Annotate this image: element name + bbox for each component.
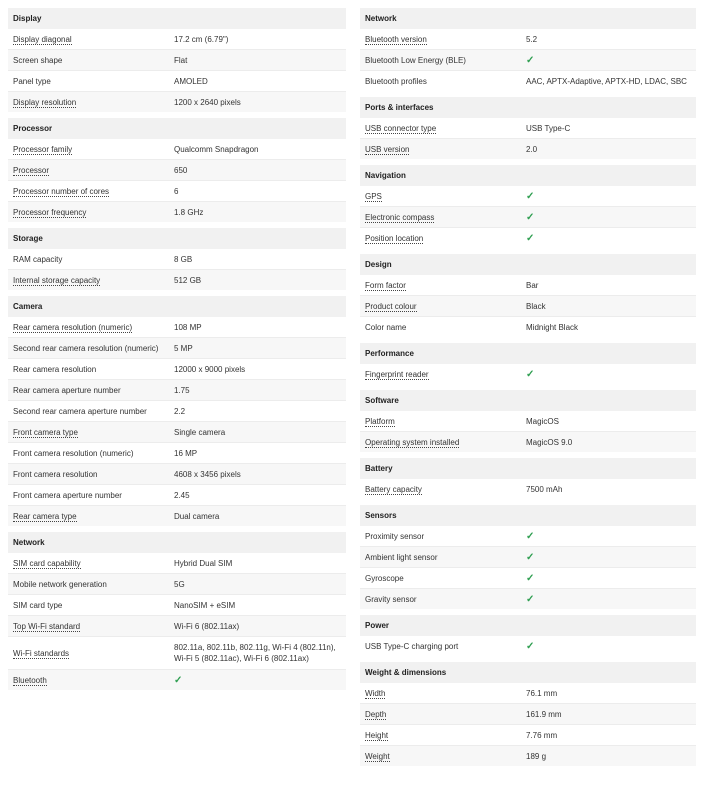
spec-label-cell xyxy=(360,213,526,222)
spec-label-link[interactable]: USB connector type xyxy=(365,123,437,133)
spec-value-cell xyxy=(174,385,346,396)
spec-label-cell xyxy=(360,553,526,562)
spec-value: 108 MP xyxy=(174,322,202,332)
spec-value: Midnight Black xyxy=(526,322,579,332)
spec-row xyxy=(8,29,346,50)
spec-label-cell xyxy=(8,449,174,458)
spec-value-cell xyxy=(174,558,346,569)
spec-value-cell xyxy=(174,621,346,632)
spec-value: NanoSIM + eSIM xyxy=(174,600,236,610)
spec-label-cell xyxy=(8,98,174,107)
spec-label-cell xyxy=(8,187,174,196)
spec-label-cell xyxy=(8,428,174,437)
spec-value: Single camera xyxy=(174,427,226,437)
spec-label: Rear camera resolution xyxy=(13,364,97,374)
checkmark-icon: ✓ xyxy=(526,640,535,652)
spec-row xyxy=(8,485,346,506)
section-title: Storage xyxy=(8,228,346,249)
spec-value-cell xyxy=(526,76,696,87)
spec-label: Second rear camera aperture number xyxy=(13,406,147,416)
spec-value: MagicOS xyxy=(526,416,559,426)
spec-label: Gravity sensor xyxy=(365,594,417,604)
spec-label-link[interactable]: Electronic compass xyxy=(365,212,435,222)
spec-row xyxy=(360,725,696,746)
spec-label-link[interactable]: Battery capacity xyxy=(365,484,422,494)
spec-label-link[interactable]: Display diagonal xyxy=(13,34,72,44)
spec-value-cell xyxy=(526,123,696,134)
spec-label-link[interactable]: Position location xyxy=(365,233,424,243)
spec-value-cell xyxy=(526,531,696,542)
spec-value-cell xyxy=(526,34,696,45)
spec-value-cell xyxy=(174,34,346,45)
spec-value: 5 MP xyxy=(174,343,193,353)
spec-label-cell xyxy=(360,485,526,494)
section-title: Power xyxy=(360,615,696,636)
spec-value-cell xyxy=(526,416,696,427)
spec-label: RAM capacity xyxy=(13,254,63,264)
spec-label-link[interactable]: Platform xyxy=(365,416,395,426)
spec-row xyxy=(8,139,346,160)
spec-value-cell xyxy=(526,688,696,699)
spec-row xyxy=(8,50,346,71)
spec-row xyxy=(360,589,696,609)
spec-value: 76.1 mm xyxy=(526,688,558,698)
spec-label-link[interactable]: Form factor xyxy=(365,280,406,290)
spec-row xyxy=(8,574,346,595)
spec-value: 802.11a, 802.11b, 802.11g, Wi-Fi 4 (802.11n), Wi-Fi 5 (802.11ac), Wi-Fi 6 (802.11ax) xyxy=(174,643,336,663)
spec-value-cell xyxy=(174,448,346,459)
spec-value: 1200 x 2640 pixels xyxy=(174,97,241,107)
spec-label-cell xyxy=(360,323,526,332)
spec-label-cell xyxy=(360,77,526,86)
spec-label: Mobile network generation xyxy=(13,579,107,589)
spec-section-network xyxy=(8,532,346,690)
spec-label-link[interactable]: Processor frequency xyxy=(13,207,87,217)
spec-value-cell xyxy=(174,76,346,87)
spec-row xyxy=(360,186,696,207)
spec-label-cell xyxy=(8,323,174,332)
spec-value-cell xyxy=(526,144,696,155)
spec-section-weight-dimensions xyxy=(360,662,696,766)
spec-value-cell xyxy=(174,579,346,590)
spec-row xyxy=(360,317,696,337)
spec-row xyxy=(8,422,346,443)
spec-label-cell xyxy=(8,559,174,568)
spec-value: 650 xyxy=(174,165,188,175)
spec-row xyxy=(360,547,696,568)
spec-label-cell xyxy=(8,601,174,610)
spec-label-cell xyxy=(360,145,526,154)
spec-section-ports-interfaces xyxy=(360,97,696,159)
spec-value-cell xyxy=(526,730,696,741)
spec-row xyxy=(360,275,696,296)
spec-label-cell xyxy=(360,370,526,379)
spec-label-link[interactable]: Height xyxy=(365,730,389,740)
spec-value-cell xyxy=(526,437,696,448)
spec-row xyxy=(8,506,346,526)
spec-value: MagicOS 9.0 xyxy=(526,437,573,447)
spec-label-link[interactable]: Display resolution xyxy=(13,97,77,107)
spec-value-cell xyxy=(174,144,346,155)
spec-value: 5G xyxy=(174,579,185,589)
spec-row xyxy=(8,181,346,202)
section-title: Sensors xyxy=(360,505,696,526)
spec-label-cell xyxy=(8,470,174,479)
spec-value: Black xyxy=(526,301,546,311)
spec-label-link[interactable]: Rear camera resolution (numeric) xyxy=(13,322,133,332)
spec-label-cell xyxy=(8,56,174,65)
checkmark-icon: ✓ xyxy=(526,54,535,66)
spec-value-cell xyxy=(526,484,696,495)
spec-label-link[interactable]: Top Wi-Fi standard xyxy=(13,621,81,631)
section-title: Display xyxy=(8,8,346,29)
spec-row xyxy=(360,207,696,228)
spec-label: Gyroscope xyxy=(365,573,404,583)
spec-label-link[interactable]: Wi-Fi standards xyxy=(13,648,70,658)
spec-section-performance xyxy=(360,343,696,384)
spec-label-cell xyxy=(360,731,526,740)
spec-label-cell xyxy=(360,234,526,243)
spec-label-cell xyxy=(360,281,526,290)
spec-section-camera xyxy=(8,296,346,526)
spec-value-cell xyxy=(526,233,696,244)
spec-label-cell xyxy=(8,407,174,416)
spec-label-cell xyxy=(8,166,174,175)
spec-label-cell xyxy=(8,35,174,44)
spec-value-cell xyxy=(174,600,346,611)
spec-label-link[interactable]: Processor family xyxy=(13,144,73,154)
spec-label-cell xyxy=(360,574,526,583)
spec-label-cell xyxy=(8,344,174,353)
spec-row xyxy=(360,568,696,589)
spec-section-network xyxy=(360,8,696,91)
spec-row xyxy=(360,139,696,159)
spec-label-link[interactable]: Processor xyxy=(13,165,50,175)
spec-value: 4608 x 3456 pixels xyxy=(174,469,241,479)
spec-row xyxy=(8,637,346,670)
spec-value: 2.2 xyxy=(174,406,186,416)
spec-row xyxy=(360,364,696,384)
checkmark-icon: ✓ xyxy=(526,530,535,542)
spec-value-cell xyxy=(174,322,346,333)
spec-value: Wi-Fi 6 (802.11ax) xyxy=(174,621,240,631)
spec-value-cell xyxy=(174,275,346,286)
spec-row xyxy=(360,118,696,139)
spec-row xyxy=(360,479,696,499)
spec-row xyxy=(8,464,346,485)
spec-label-cell xyxy=(360,302,526,311)
spec-label-link[interactable]: Internal storage capacity xyxy=(13,275,101,285)
spec-label-cell xyxy=(360,192,526,201)
section-title: Processor xyxy=(8,118,346,139)
spec-label-cell xyxy=(360,642,526,651)
spec-value-cell xyxy=(526,55,696,66)
spec-value-cell xyxy=(526,280,696,291)
spec-value-cell xyxy=(174,406,346,417)
spec-value-cell xyxy=(526,709,696,720)
spec-label-cell xyxy=(8,649,174,658)
spec-row xyxy=(8,401,346,422)
spec-value: 6 xyxy=(174,186,179,196)
spec-label-link[interactable]: Width xyxy=(365,688,386,698)
spec-row xyxy=(360,683,696,704)
section-title: Weight & dimensions xyxy=(360,662,696,683)
section-title: Network xyxy=(360,8,696,29)
checkmark-icon: ✓ xyxy=(526,190,535,202)
spec-section-processor xyxy=(8,118,346,222)
spec-row xyxy=(360,29,696,50)
spec-value-cell xyxy=(174,642,346,664)
spec-label-link[interactable]: Depth xyxy=(365,709,387,719)
spec-value: Bar xyxy=(526,280,539,290)
spec-label-cell xyxy=(360,124,526,133)
spec-label: Front camera aperture number xyxy=(13,490,122,500)
spec-value-cell xyxy=(526,212,696,223)
spec-value-cell xyxy=(526,191,696,202)
spec-value: AAC, APTX-Adaptive, APTX-HD, LDAC, SBC xyxy=(526,76,687,86)
spec-section-design xyxy=(360,254,696,337)
spec-section-battery xyxy=(360,458,696,499)
checkmark-icon: ✓ xyxy=(526,211,535,223)
spec-value-cell xyxy=(526,322,696,333)
spec-value: 161.9 mm xyxy=(526,709,562,719)
spec-label-cell xyxy=(8,676,174,685)
spec-value: 512 GB xyxy=(174,275,202,285)
spec-value-cell xyxy=(526,573,696,584)
spec-value-cell xyxy=(526,552,696,563)
spec-row xyxy=(360,71,696,91)
spec-row xyxy=(8,553,346,574)
spec-label-cell xyxy=(8,255,174,264)
spec-value-cell xyxy=(174,343,346,354)
spec-row xyxy=(8,670,346,690)
checkmark-icon: ✓ xyxy=(526,551,535,563)
spec-label: SIM card type xyxy=(13,600,63,610)
section-title: Network xyxy=(8,532,346,553)
spec-label-link[interactable]: USB version xyxy=(365,144,410,154)
spec-label-link[interactable]: SIM card capability xyxy=(13,558,81,568)
spec-value: USB Type-C xyxy=(526,123,571,133)
spec-label-cell xyxy=(360,417,526,426)
spec-value-cell xyxy=(174,490,346,501)
spec-row xyxy=(360,411,696,432)
section-title: Camera xyxy=(8,296,346,317)
spec-value-cell xyxy=(526,641,696,652)
spec-value-cell xyxy=(526,751,696,762)
spec-row xyxy=(360,296,696,317)
spec-section-navigation xyxy=(360,165,696,248)
spec-value-cell xyxy=(174,469,346,480)
spec-row xyxy=(8,270,346,290)
spec-row xyxy=(8,595,346,616)
spec-value: 1.8 GHz xyxy=(174,207,204,217)
spec-label-cell xyxy=(360,710,526,719)
spec-label-link[interactable]: Bluetooth xyxy=(13,675,47,685)
spec-value-cell xyxy=(174,427,346,438)
spec-label-cell xyxy=(8,77,174,86)
spec-label-link[interactable]: Product colour xyxy=(365,301,417,311)
spec-row xyxy=(360,704,696,725)
spec-label: Panel type xyxy=(13,76,51,86)
spec-row xyxy=(8,317,346,338)
spec-label-cell xyxy=(8,622,174,631)
spec-value-cell xyxy=(174,207,346,218)
spec-value-cell xyxy=(526,369,696,380)
spec-label-link[interactable]: Rear camera type xyxy=(13,511,77,521)
spec-value-cell xyxy=(174,55,346,66)
spec-row xyxy=(360,432,696,452)
spec-value-cell xyxy=(174,675,346,686)
spec-row xyxy=(8,71,346,92)
checkmark-icon: ✓ xyxy=(526,572,535,584)
spec-label: Second rear camera resolution (numeric) xyxy=(13,343,159,353)
spec-row xyxy=(8,380,346,401)
spec-label-cell xyxy=(360,595,526,604)
spec-label-cell xyxy=(360,56,526,65)
spec-section-display xyxy=(8,8,346,112)
spec-label-link[interactable]: Bluetooth version xyxy=(365,34,427,44)
spec-value-cell xyxy=(174,165,346,176)
spec-label: Bluetooth Low Energy (BLE) xyxy=(365,55,466,65)
spec-row xyxy=(360,526,696,547)
spec-label: Color name xyxy=(365,322,407,332)
spec-value-cell xyxy=(174,511,346,522)
right-spec-column xyxy=(360,8,696,772)
spec-section-storage xyxy=(8,228,346,290)
spec-value: 17.2 cm (6.79") xyxy=(174,34,229,44)
checkmark-icon: ✓ xyxy=(526,593,535,605)
spec-value: 12000 x 9000 pixels xyxy=(174,364,246,374)
spec-label: USB Type-C charging port xyxy=(365,641,459,651)
spec-label-cell xyxy=(360,752,526,761)
spec-label: Bluetooth profiles xyxy=(365,76,427,86)
spec-label-cell xyxy=(8,491,174,500)
spec-value-cell xyxy=(174,364,346,375)
spec-label-cell xyxy=(8,276,174,285)
spec-value-cell xyxy=(174,97,346,108)
spec-label-cell xyxy=(360,689,526,698)
spec-label-link[interactable]: Processor number of cores xyxy=(13,186,110,196)
spec-row xyxy=(360,50,696,71)
spec-value: 2.0 xyxy=(526,144,538,154)
spec-label-cell xyxy=(8,145,174,154)
section-title: Performance xyxy=(360,343,696,364)
spec-value-cell xyxy=(174,254,346,265)
spec-label: Proximity sensor xyxy=(365,531,425,541)
spec-label-cell xyxy=(8,580,174,589)
spec-value: Qualcomm Snapdragon xyxy=(174,144,259,154)
spec-row xyxy=(8,249,346,270)
spec-label-cell xyxy=(8,512,174,521)
spec-label: Ambient light sensor xyxy=(365,552,438,562)
spec-value-cell xyxy=(526,301,696,312)
spec-label-cell xyxy=(8,365,174,374)
spec-row xyxy=(8,92,346,112)
spec-label: Front camera resolution (numeric) xyxy=(13,448,134,458)
spec-label-cell xyxy=(8,386,174,395)
spec-row xyxy=(8,443,346,464)
spec-value: 8 GB xyxy=(174,254,193,264)
checkmark-icon: ✓ xyxy=(174,674,183,686)
spec-label-cell xyxy=(360,438,526,447)
spec-section-sensors xyxy=(360,505,696,609)
spec-label-link[interactable]: Front camera type xyxy=(13,427,78,437)
checkmark-icon: ✓ xyxy=(526,368,535,380)
spec-value: AMOLED xyxy=(174,76,208,86)
spec-value: 7500 mAh xyxy=(526,484,563,494)
spec-label-link[interactable]: Weight xyxy=(365,751,390,761)
spec-row xyxy=(8,616,346,637)
spec-value: 7.76 mm xyxy=(526,730,558,740)
spec-label-cell xyxy=(8,208,174,217)
spec-value: 2.45 xyxy=(174,490,190,500)
spec-row xyxy=(360,228,696,248)
section-title: Design xyxy=(360,254,696,275)
spec-label-link[interactable]: Fingerprint reader xyxy=(365,369,429,379)
spec-label: Rear camera aperture number xyxy=(13,385,121,395)
spec-label-link[interactable]: GPS xyxy=(365,191,382,201)
spec-label: Screen shape xyxy=(13,55,63,65)
spec-row xyxy=(8,202,346,222)
section-title: Battery xyxy=(360,458,696,479)
spec-row xyxy=(360,636,696,656)
spec-value: Hybrid Dual SIM xyxy=(174,558,233,568)
section-title: Software xyxy=(360,390,696,411)
spec-label: Front camera resolution xyxy=(13,469,98,479)
left-spec-column xyxy=(8,8,346,772)
spec-section-software xyxy=(360,390,696,452)
section-title: Ports & interfaces xyxy=(360,97,696,118)
section-title: Navigation xyxy=(360,165,696,186)
spec-label-cell xyxy=(360,35,526,44)
spec-row xyxy=(8,359,346,380)
spec-section-power xyxy=(360,615,696,656)
spec-value: 1.75 xyxy=(174,385,190,395)
spec-value-cell xyxy=(174,186,346,197)
spec-value: Flat xyxy=(174,55,188,65)
spec-label-link[interactable]: Operating system installed xyxy=(365,437,460,447)
spec-row xyxy=(8,338,346,359)
spec-value: 189 g xyxy=(526,751,547,761)
checkmark-icon: ✓ xyxy=(526,232,535,244)
spec-value: 5.2 xyxy=(526,34,538,44)
spec-value: Dual camera xyxy=(174,511,220,521)
spec-row xyxy=(8,160,346,181)
spec-value: 16 MP xyxy=(174,448,198,458)
spec-row xyxy=(360,746,696,766)
spec-value-cell xyxy=(526,594,696,605)
spec-label-cell xyxy=(360,532,526,541)
